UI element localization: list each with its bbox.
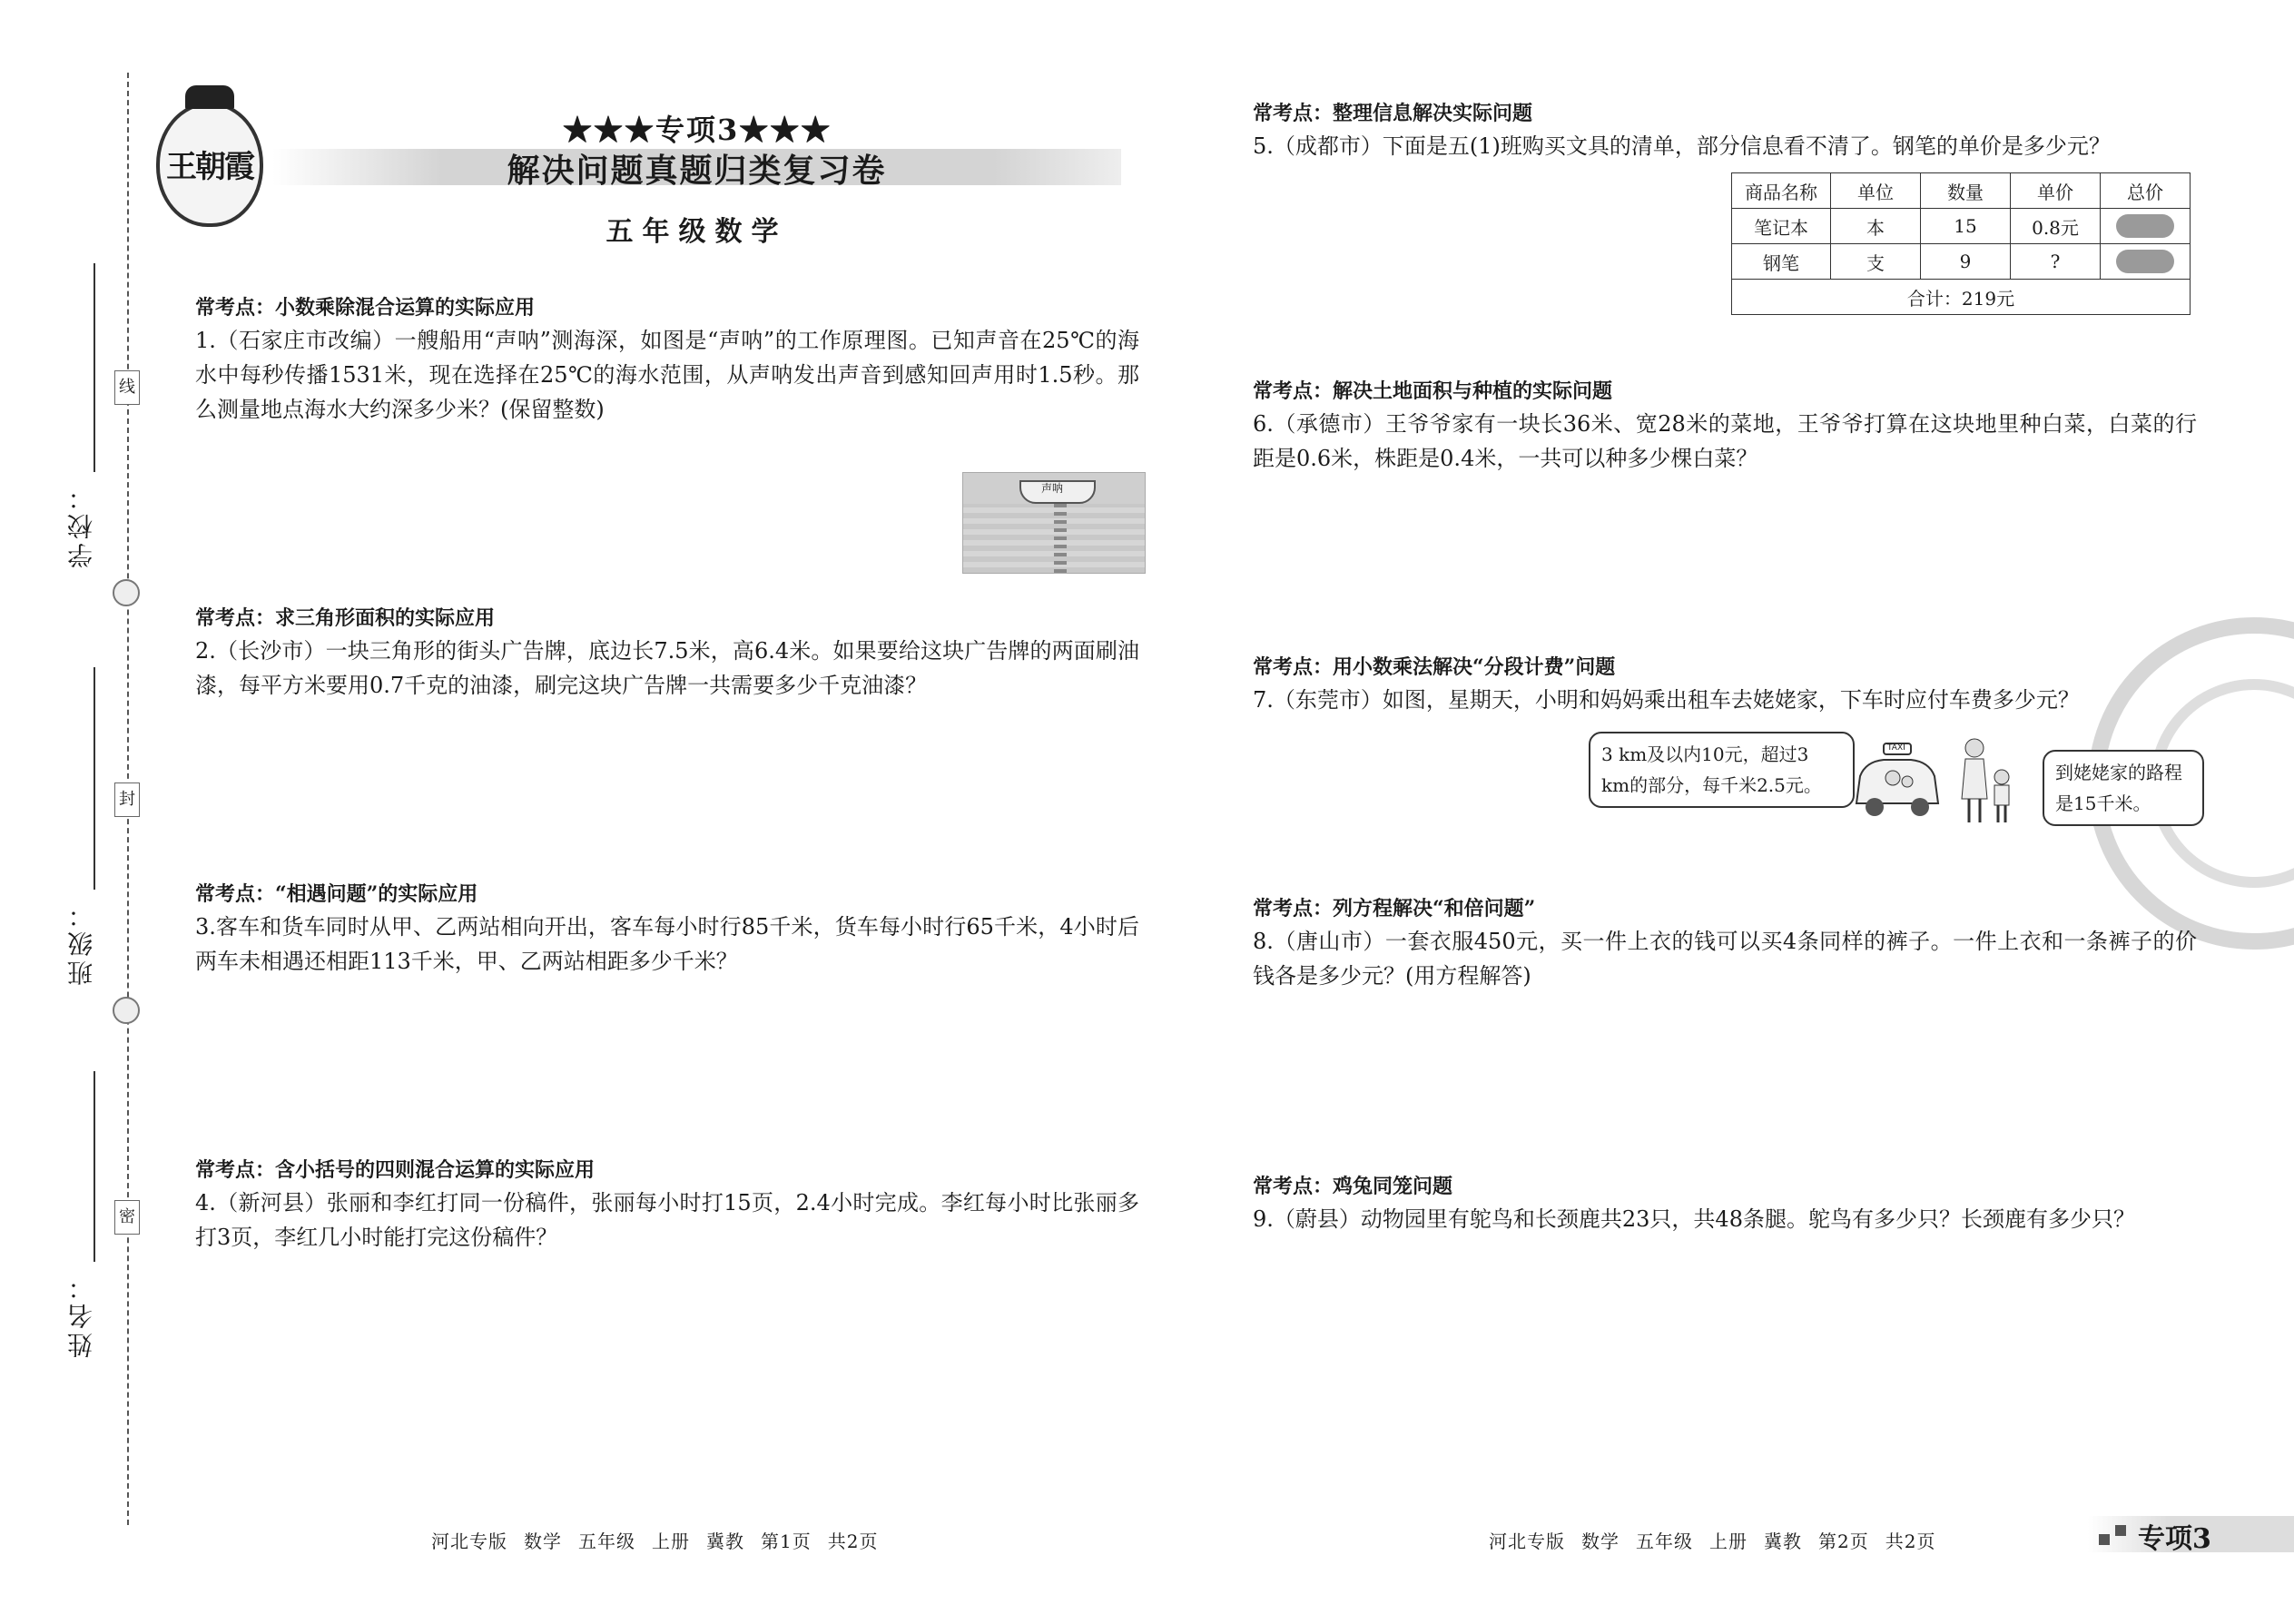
sound-wave-icon (1054, 504, 1067, 573)
fare-bubble: 3 km及以内10元，超过3 km的部分，每千米2.5元。 (1589, 732, 1855, 808)
footer-item: 五年级 (578, 1530, 635, 1552)
binding-mark-line: 线 (114, 370, 140, 405)
question-7 (1253, 652, 2197, 717)
footer-item: 第2页 (1818, 1530, 1869, 1552)
table-row (1732, 209, 2191, 244)
question-text: 5.（成都市）下面是五(1)班购买文具的清单，部分信息看不清了。钢笔的单价是多少元？ (1253, 133, 2111, 159)
footer-item: 数学 (524, 1530, 562, 1552)
footer-item: 第1页 (761, 1530, 812, 1552)
footer-item: 上册 (652, 1530, 690, 1552)
table-cell: 0.8元 (2011, 209, 2101, 244)
table-cell: 支 (1831, 244, 1921, 280)
page-subtitle: 五年级数学 (605, 216, 788, 248)
question-text: 7.（东莞市）如图，星期天，小明和妈妈乘出租车去姥姥家，下车时应付车费多少元？ (1253, 687, 2080, 713)
table-header: 单位 (1831, 173, 1921, 209)
footer-item: 冀教 (1764, 1530, 1802, 1552)
stationery-table (1731, 172, 2191, 315)
table-cell: 15 (1921, 209, 2011, 244)
key-point: 常考点：鸡兔同笼问题 (1253, 1175, 1453, 1198)
table-total-row (1732, 280, 2191, 315)
question-8 (1253, 893, 2197, 993)
footer-item: 上册 (1709, 1530, 1748, 1552)
footer-item: 数学 (1581, 1530, 1620, 1552)
name-blank (94, 1071, 95, 1262)
footer-right (1489, 1527, 1952, 1553)
table-header-row (1732, 173, 2191, 209)
question-text: 6.（承德市）王爷爷家有一块长36米、宽28米的菜地，王爷爷打算在这块地里种白菜，白菜的行距是0.6米，株距是0.4米，一共可以种多少棵白菜？ (1253, 411, 2197, 471)
question-text: 3.客车和货车同时从甲、乙两站相向开出，客车每小时行85千米，货车每小时行65千米，4小时后两车未相遇还相距113千米，甲、乙两站相距多少千米？ (195, 914, 1139, 974)
footer-item: 共2页 (827, 1530, 879, 1552)
class-label: 班级： (66, 899, 96, 986)
series-label: ★★★专项3★★★ (563, 113, 832, 147)
question-3 (195, 879, 1139, 979)
question-5 (1253, 98, 2197, 163)
table-cell: 9 (1921, 244, 2011, 280)
key-point: 常考点：“相遇问题”的实际应用 (195, 882, 478, 906)
footer-item: 五年级 (1636, 1530, 1693, 1552)
taxi-icon (1847, 740, 1947, 822)
question-text: 2.（长沙市）一块三角形的街头广告牌，底边长7.5米，高6.4米。如果要给这块广告牌的两面刷油漆，每平方米要用0.7千克的油漆，刷完这块广告牌一共需要多少千克油漆？ (195, 638, 1139, 698)
footer-left (431, 1527, 894, 1553)
table-cell: 钢笔 (1732, 244, 1831, 280)
crown-icon (185, 85, 234, 109)
table-header: 单价 (2011, 173, 2101, 209)
key-point: 常考点：求三角形面积的实际应用 (195, 606, 496, 630)
footer-item: 冀教 (706, 1530, 744, 1552)
question-text: 8.（唐山市）一套衣服450元，买一件上衣的钱可以买4条同样的裤子。一件上衣和一条裤子的价钱各是多少元？(用方程解答) (1253, 929, 2197, 989)
key-point: 常考点：小数乘除混合运算的实际应用 (195, 296, 536, 320)
mother-and-child-icon (1956, 735, 2020, 826)
key-point: 常考点：列方程解决“和倍问题” (1253, 897, 1536, 920)
sonar-label: 声呐 (1041, 482, 1064, 495)
table-row (1732, 244, 2191, 280)
binding-mark-secret: 密 (114, 1200, 140, 1235)
question-text: 4.（新河县）张丽和李红打同一份稿件，张丽每小时打15页，2.4小时完成。李红每小时比张丽多打3页，李红几小时能打完这份稿件？ (195, 1190, 1139, 1250)
binding-hole (113, 579, 140, 606)
publisher-logo (156, 102, 263, 227)
footer-item: 河北专版 (431, 1530, 507, 1552)
page-title: 解决问题真题归类复习卷 (507, 152, 887, 190)
question-4 (195, 1155, 1139, 1255)
table-cell: 本 (1831, 209, 1921, 244)
table-cell-obscured (2101, 244, 2191, 280)
footer-item: 共2页 (1885, 1530, 1936, 1552)
key-point: 常考点：解决土地面积与种植的实际问题 (1253, 379, 1613, 403)
distance-bubble: 到姥姥家的路程是15千米。 (2043, 750, 2204, 826)
key-point: 常考点：用小数乘法解决“分段计费”问题 (1253, 655, 1616, 679)
decor-square (2099, 1534, 2110, 1545)
decor-square (2115, 1525, 2126, 1536)
class-blank (94, 667, 95, 890)
logo-text: 王朝霞 (166, 149, 253, 185)
table-cell: ? (2011, 244, 2101, 280)
school-blank (94, 263, 95, 472)
table-header: 商品名称 (1732, 173, 1831, 209)
key-point: 常考点：整理信息解决实际问题 (1253, 102, 1533, 125)
question-1 (195, 292, 1139, 427)
footer-item: 河北专版 (1489, 1530, 1565, 1552)
taxi-sign: TAXI (1887, 743, 1905, 753)
table-header: 总价 (2101, 173, 2191, 209)
table-total: 合计：219元 (1732, 280, 2191, 315)
question-text: 1.（石家庄市改编）一艘船用“声呐”测海深，如图是“声呐”的工作原理图。已知声音在25℃的海水中每秒传播1531米，现在选择在25℃的海水范围，从声呐发出声音到感知回声用时1.5秒。那么测量地点海水大约深多少米？(保留整数) (195, 328, 1139, 422)
sonar-diagram (962, 472, 1146, 574)
question-text: 9.（蔚县）动物园里有鸵鸟和长颈鹿共23只，共48条腿。鸵鸟有多少只？长颈鹿有多少只？ (1253, 1206, 2135, 1232)
table-cell-obscured (2101, 209, 2191, 244)
table-cell: 笔记本 (1732, 209, 1831, 244)
binding-mark-seal: 封 (114, 782, 140, 817)
key-point: 常考点：含小括号的四则混合运算的实际应用 (195, 1158, 596, 1182)
name-label: 姓名： (66, 1271, 96, 1358)
question-6 (1253, 376, 2197, 476)
school-label: 学校： (66, 481, 96, 568)
question-2 (195, 603, 1139, 703)
table-header: 数量 (1921, 173, 2011, 209)
question-9 (1253, 1171, 2197, 1236)
binding-hole (113, 997, 140, 1024)
section-tag: 专项3 (2138, 1523, 2211, 1555)
